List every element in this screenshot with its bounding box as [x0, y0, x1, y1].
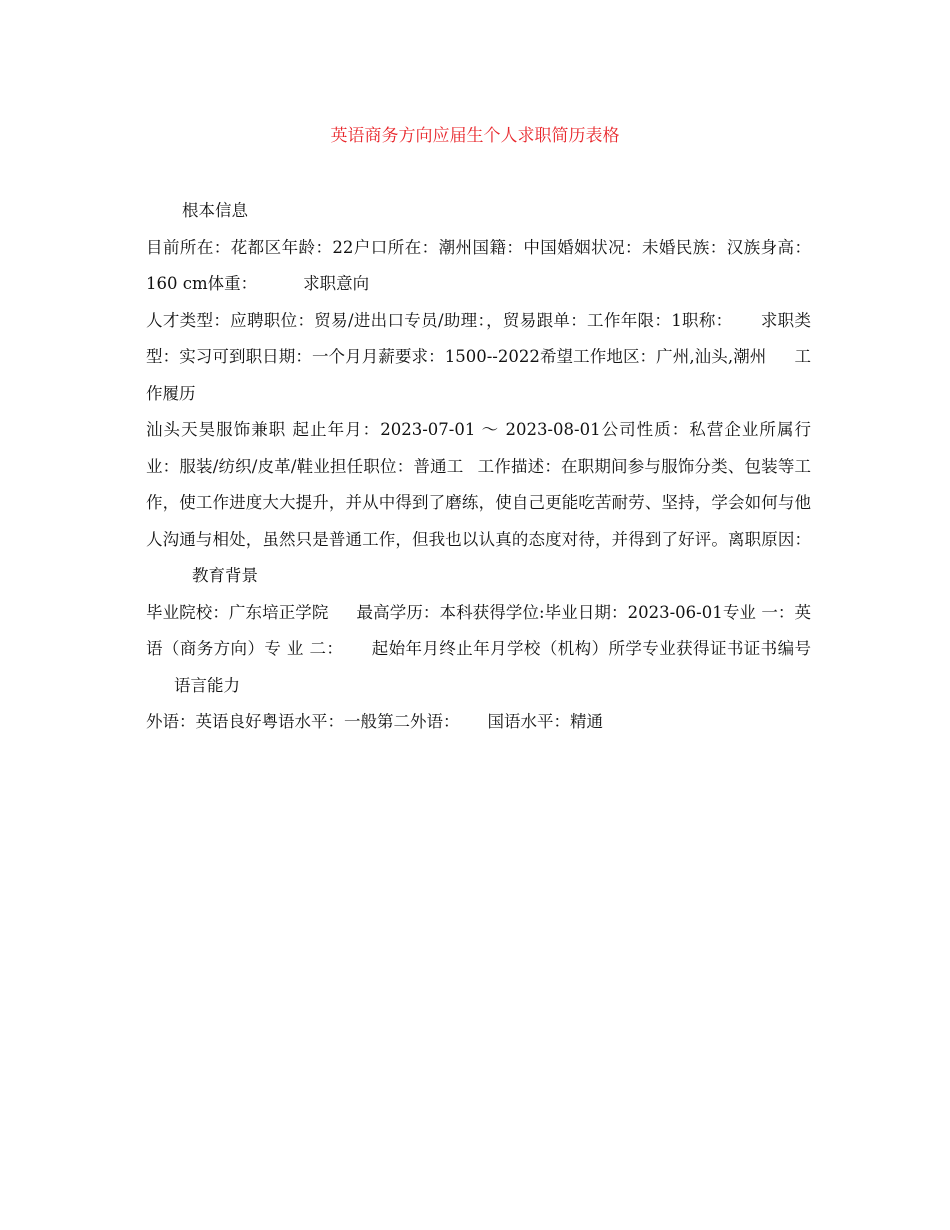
work-history-text-a: 汕头天昊服饰兼职 起止年月：2023-07-01 ～ 2023-08-01公司性质：私营企业所属行业：服装/纺织/皮革/鞋业担任职位：普通工: [146, 420, 811, 476]
education-paragraph: [146, 595, 811, 705]
work-history-text-b: 工作描述：在职期间参与服饰分类、包装等工作，使工作进度大大提升，并从中得到了磨练，使自己更能吃苦耐劳、坚持，学会如何与他人沟通与相处，虽然只是普通工作，但我也以认真的态度对待，并得到了好评。离职原因：: [146, 456, 812, 549]
basic-info-text: 目前所在：花都区年龄：22户口所在：潮州国籍：中国婚姻状况：未婚民族：汉族身高：160 cm体重：: [146, 237, 811, 293]
job-intent-heading: 求职意向: [303, 274, 370, 293]
job-intent-text-b: 求职类型：实习可到职日期：一个月月薪要求：1500--2022希望工作地区：广州,汕头,潮州: [146, 310, 811, 366]
basic-info-heading: 根本信息: [182, 201, 248, 220]
education-text-b: 最高学历：本科获得学位:毕业日期：2023-06-01专业 一：英语（商务方向）专 业 二：: [146, 602, 812, 658]
language-paragraph: [146, 704, 811, 741]
work-history-paragraph: [146, 412, 811, 595]
language-text-b: 国语水平：精通: [487, 712, 603, 731]
job-intent-text-a: 人才类型：应聘职位：贸易/进出口专员/助理：，贸易跟单：工作年限：1职称：: [146, 310, 733, 330]
education-text-c: 起始年月终止年月学校（机构）所学专业获得证书证书编号: [371, 639, 811, 658]
job-intent-paragraph: [146, 303, 811, 413]
education-text-a: 毕业院校：广东培正学院: [146, 602, 329, 622]
language-text-a: 外语：英语良好粤语水平：一般第二外语：: [146, 712, 460, 731]
work-history-heading: 工作履历: [146, 347, 812, 403]
language-heading: 语言能力: [174, 675, 240, 695]
education-heading: 教育背景: [192, 566, 258, 585]
document-body: [146, 193, 811, 741]
basic-info-paragraph: [146, 230, 811, 303]
document-title: 英语商务方向应届生个人求职简历表格: [330, 126, 620, 146]
